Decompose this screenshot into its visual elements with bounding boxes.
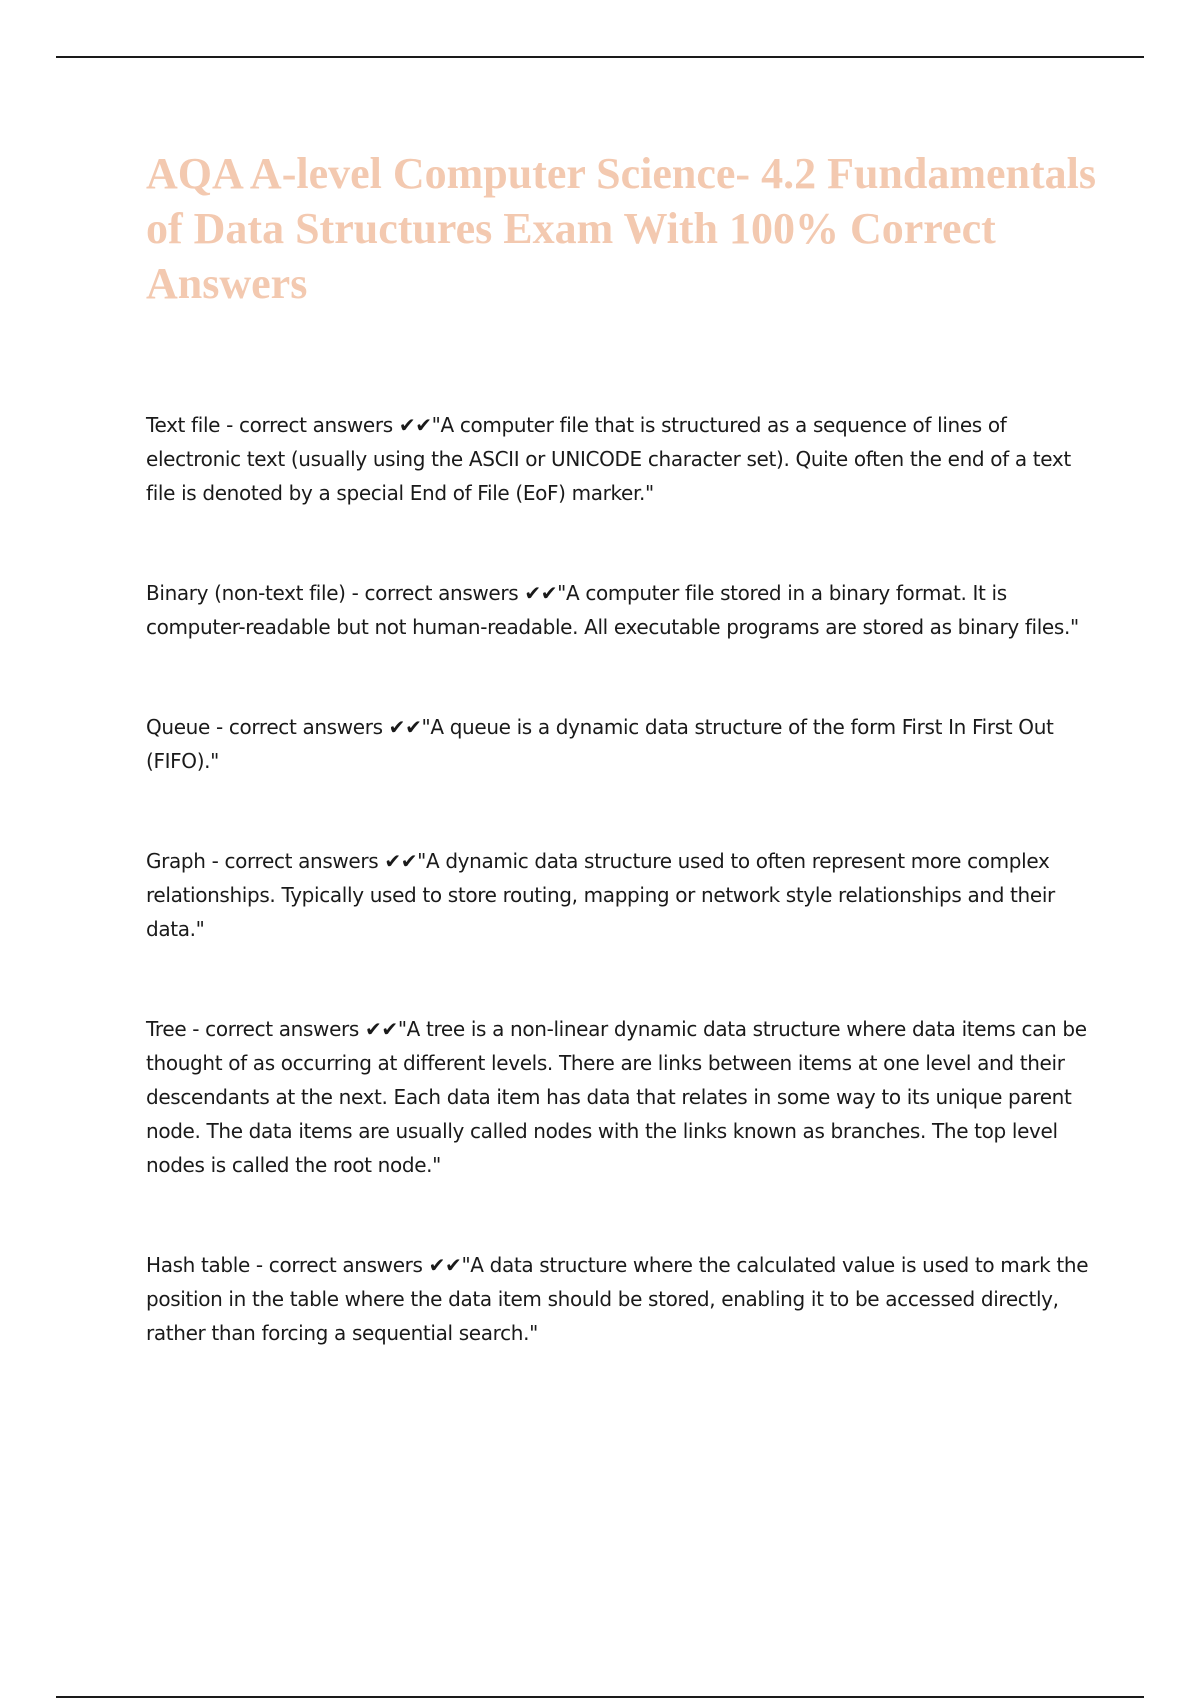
entry-definition: "A computer file that is structured as a sequence of lines of electronic text (usually using the ASCII or UNICODE character set). Quite often the end of a text file is denoted by a special End of File (EoF) marker." xyxy=(146,413,1071,505)
checkmark-icon: ✔✔ xyxy=(524,581,558,605)
entry-term: Binary (non-text file) xyxy=(146,581,346,605)
entry-label: correct answers xyxy=(224,849,379,873)
checkmark-icon: ✔✔ xyxy=(364,1017,398,1041)
entries-list xyxy=(146,408,1096,1350)
checkmark-icon: ✔✔ xyxy=(388,715,422,739)
entry-definition: "A data structure where the calculated value is used to mark the position in the table where the data item should be stored, enabling it to be accessed directly, rather than forcing a sequential search." xyxy=(146,1253,1089,1345)
entry-term: Tree xyxy=(146,1017,187,1041)
entry-graph: Graph - correct answers ✔✔"A dynamic data structure used to often represent more complex relationships. Typically used to store routing, mapping or network style relationships and their data." xyxy=(146,849,1055,941)
checkmark-icon: ✔✔ xyxy=(384,849,418,873)
entry-label: correct answers xyxy=(239,413,393,437)
entry-term: Hash table xyxy=(146,1253,250,1277)
entry-definition: "A queue is a dynamic data structure of the form First In First Out (FIFO)." xyxy=(146,715,1054,773)
entry-label: correct answers xyxy=(205,1017,359,1041)
checkmark-icon: ✔✔ xyxy=(428,1253,462,1277)
entry-binary-file: Binary (non-text file) - correct answers ✔✔"A computer file stored in a binary format. It is computer-readable but not human-readable. All executable programs are stored as binary files." xyxy=(146,581,1079,639)
entry-definition: "A computer file stored in a binary format. It is computer-readable but not human-readable. All executable programs are stored as binary files." xyxy=(146,581,1079,639)
entry-label: correct answers xyxy=(364,581,519,605)
entry-term: Queue xyxy=(146,715,210,739)
entry-tree: Tree - correct answers ✔✔"A tree is a non-linear dynamic data structure where data items can be thought of as occurring at different levels. There are links between items at one level and their descendants at the next. Each data item has data that relates in some way to its unique parent node. The data items are usually called nodes with the links known as branches. The top level nodes is called the root node." xyxy=(146,1017,1087,1177)
entry-queue: Queue - correct answers ✔✔"A queue is a dynamic data structure of the form First In First Out (FIFO)." xyxy=(146,715,1054,773)
checkmark-icon: ✔✔ xyxy=(398,413,432,437)
top-rule xyxy=(56,56,1144,58)
entry-hash-table: Hash table - correct answers ✔✔"A data structure where the calculated value is used to mark the position in the table where the data item should be stored, enabling it to be accessed directly, rather than forcing a sequential search." xyxy=(146,1253,1089,1345)
entry-label: correct answers xyxy=(268,1253,423,1277)
entry-term: Graph xyxy=(146,849,206,873)
page-title: AQA A-level Computer Science- 4.2 Fundamentals of Data Structures Exam With 100% Correct Answers xyxy=(146,149,1097,308)
entry-definition: "A dynamic data structure used to often represent more complex relationships. Typically used to store routing, mapping or network style relationships and their data." xyxy=(146,849,1055,941)
bottom-rule xyxy=(56,1696,1144,1698)
entry-label: correct answers xyxy=(228,715,383,739)
entry-text-file: Text file - correct answers ✔✔"A computer file that is structured as a sequence of lines of electronic text (usually using the ASCII or UNICODE character set). Quite often the end of a text file is denoted by a special End of File (EoF) marker." xyxy=(146,413,1071,505)
entry-definition: "A tree is a non-linear dynamic data structure where data items can be thought of as occurring at different levels. There are links between items at one level and their descendants at the next. Each data item has data that relates in some way to its unique parent node. The data items are usually called nodes with the links known as branches. The top level nodes is called the root node." xyxy=(146,1017,1087,1177)
entry-term: Text file xyxy=(146,413,221,437)
